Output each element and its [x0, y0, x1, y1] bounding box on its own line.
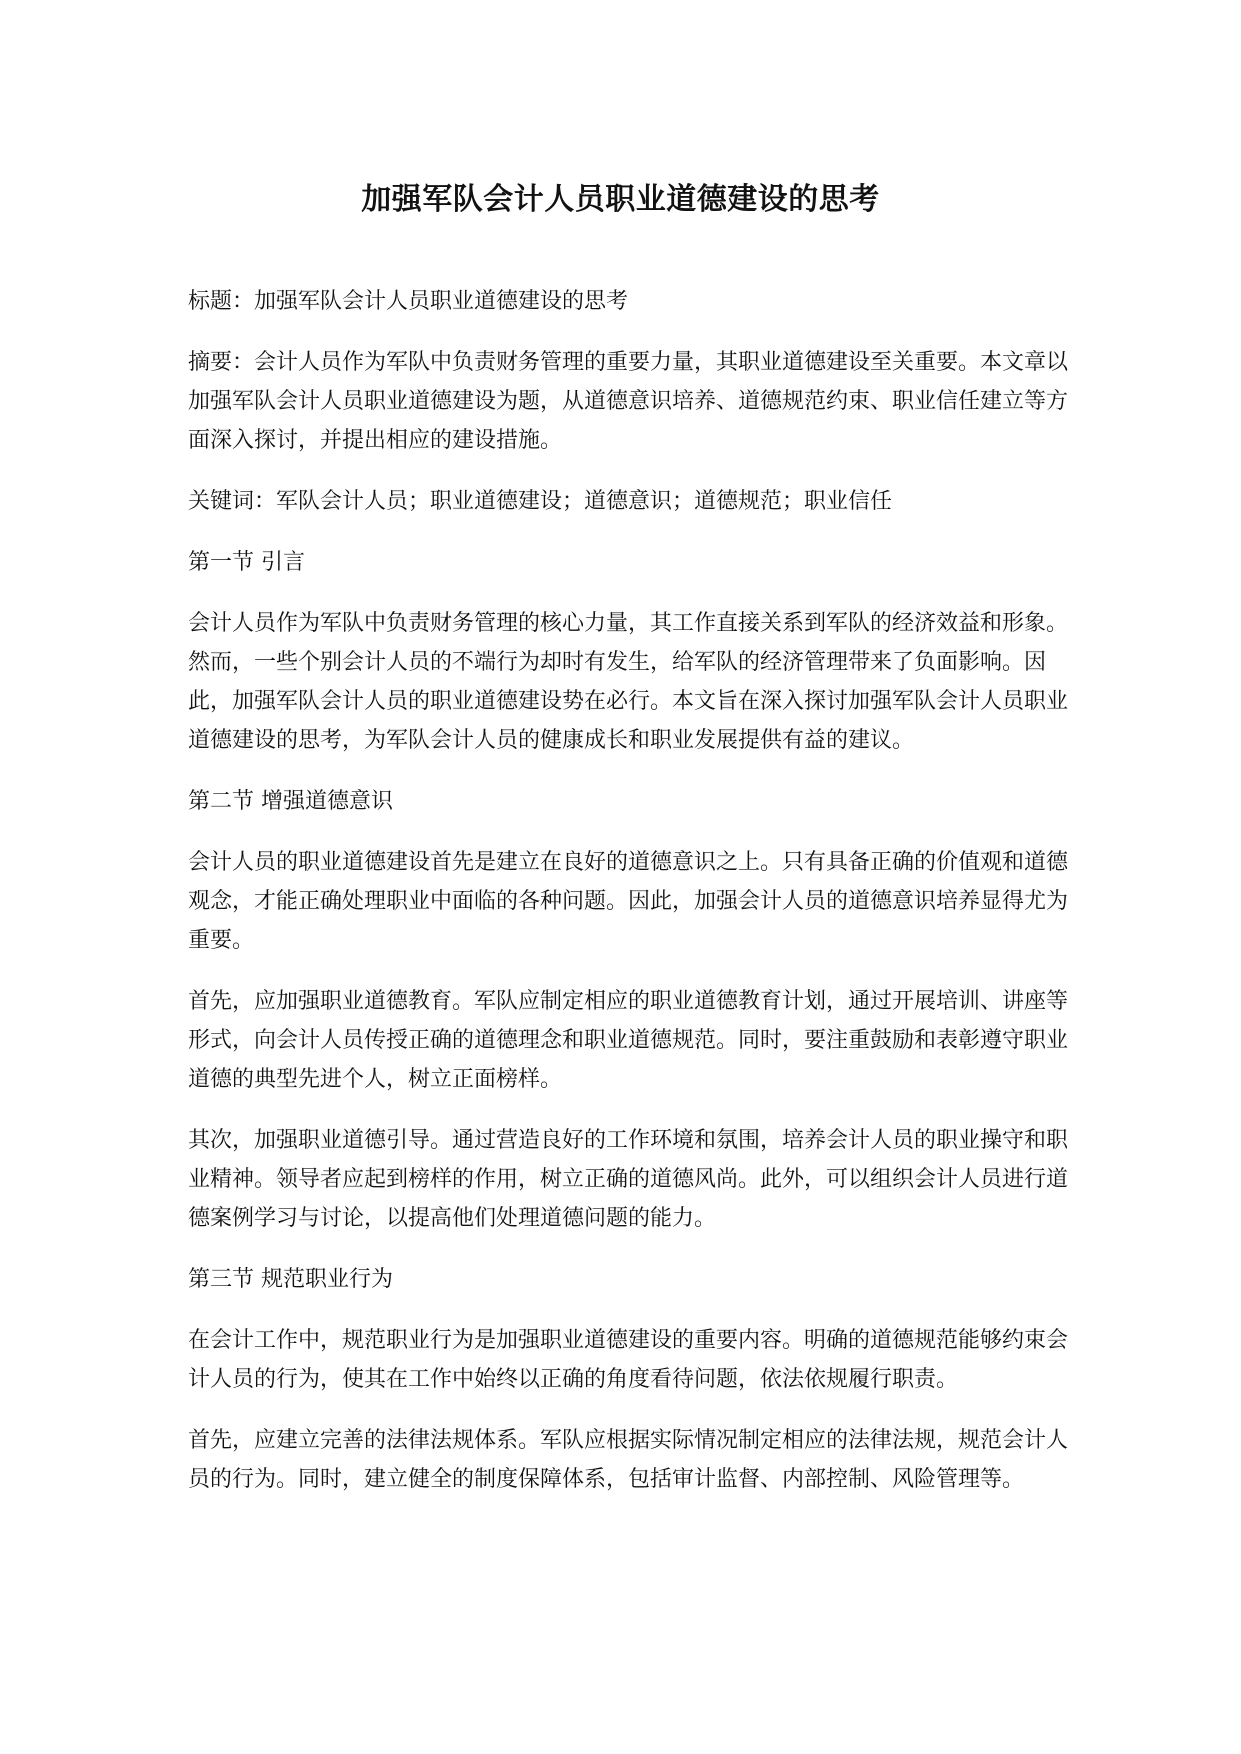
keywords-line: 关键词：军队会计人员；职业道德建设；道德意识；道德规范；职业信任	[188, 489, 893, 514]
document-body	[188, 282, 1068, 1521]
abstract-paragraph: 摘要：会计人员作为军队中负责财务管理的重要力量，其职业道德建设至关重要。本文章以加强军队会计人员职业道德建设为题，从道德意识培养、道德规范约束、职业信任建立等方面深入探讨，并提出相应的建设措施。	[188, 350, 1069, 453]
section-heading-3: 第三节 规范职业行为	[188, 1267, 393, 1292]
section-1-paragraph: 会计人员作为军队中负责财务管理的核心力量，其工作直接关系到军队的经济效益和形象。然而，一些个别会计人员的不端行为却时有发生，给军队的经济管理带来了负面影响。因此，加强军队会计人员的职业道德建设势在必行。本文旨在深入探讨加强军队会计人员职业道德建设的思考，为军队会计人员的健康成长和职业发展提供有益的建议。	[188, 611, 1069, 753]
section-3-paragraph-2: 首先，应建立完善的法律法规体系。军队应根据实际情况制定相应的法律法规，规范会计人员的行为。同时，建立健全的制度保障体系，包括审计监督、内部控制、风险管理等。	[188, 1428, 1069, 1492]
section-heading-1: 第一节 引言	[188, 550, 305, 575]
title-line: 标题：加强军队会计人员职业道德建设的思考	[188, 289, 629, 314]
section-3-paragraph-1: 在会计工作中，规范职业行为是加强职业道德建设的重要内容。明确的道德规范能够约束会计人员的行为，使其在工作中始终以正确的角度看待问题，依法依规履行职责。	[188, 1328, 1069, 1392]
section-2-paragraph-3: 其次，加强职业道德引导。通过营造良好的工作环境和氛围，培养会计人员的职业操守和职业精神。领导者应起到榜样的作用，树立正确的道德风尚。此外，可以组织会计人员进行道德案例学习与讨论，以提高他们处理道德问题的能力。	[188, 1128, 1069, 1231]
section-2-paragraph-1: 会计人员的职业道德建设首先是建立在良好的道德意识之上。只有具备正确的价值观和道德观念，才能正确处理职业中面临的各种问题。因此，加强会计人员的道德意识培养显得尤为重要。	[188, 850, 1069, 953]
document-title: 加强军队会计人员职业道德建设的思考	[361, 182, 880, 217]
section-2-paragraph-2: 首先，应加强职业道德教育。军队应制定相应的职业道德教育计划，通过开展培训、讲座等形式，向会计人员传授正确的道德理念和职业道德规范。同时，要注重鼓励和表彰遵守职业道德的典型先进个人，树立正面榜样。	[188, 989, 1069, 1092]
section-heading-2: 第二节 增强道德意识	[188, 789, 393, 814]
